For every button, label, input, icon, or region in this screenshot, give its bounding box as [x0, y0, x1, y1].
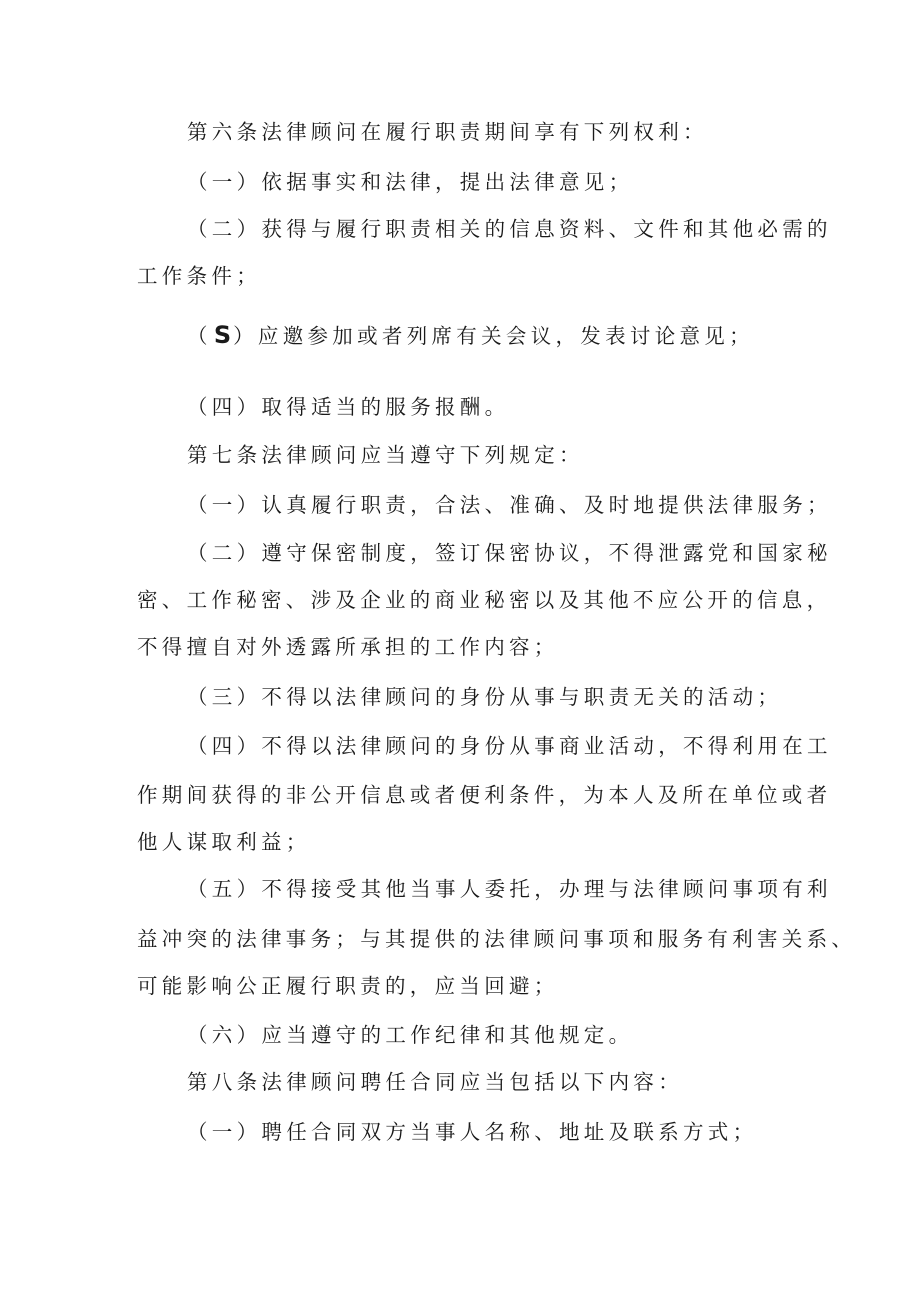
article-6-item-2-line-1: （二）获得与履行职责相关的信息资料、文件和其他必需的 [187, 217, 832, 241]
item-3-open-paren: （ [187, 324, 212, 348]
article-7-item-2-line-2: 密、工作秘密、涉及企业的商业秘密以及其他不应公开的信息， [137, 588, 832, 612]
article-7-item-4-line-2: 作期间获得的非公开信息或者便利条件，为本人及所在单位或者 [137, 783, 832, 807]
article-7-item-6: （六）应当遵守的工作纪律和其他规定。 [187, 1023, 634, 1047]
article-6-item-4: （四）取得适当的服务报酬。 [187, 395, 510, 419]
article-7-item-1: （一）认真履行职责，合法、准确、及时地提供法律服务； [187, 493, 832, 517]
article-6-item-1: （一）依据事实和法律，提出法律意见； [187, 170, 634, 194]
article-6-item-2-line-2: 工作条件； [137, 264, 261, 288]
article-7-item-3: （三）不得以法律顾问的身份从事与职责无关的活动； [187, 685, 783, 709]
article-7-item-2-line-1: （二）遵守保密制度，签订保密协议，不得泄露党和国家秘 [187, 541, 832, 565]
article-7-heading: 第七条法律顾问应当遵守下列规定： [187, 443, 584, 467]
article-7-item-5-line-1: （五）不得接受其他当事人委托，办理与法律顾问事项有利 [187, 877, 832, 901]
article-6-heading: 第六条法律顾问在履行职责期间享有下列权利： [187, 120, 708, 144]
article-7-item-5-line-2: 益冲突的法律事务；与其提供的法律顾问事项和服务有利害关系、 [137, 927, 857, 951]
article-7-item-4-line-1: （四）不得以法律顾问的身份从事商业活动，不得利用在工 [187, 734, 832, 758]
article-6-item-3 [187, 320, 754, 351]
item-3-text: ）应邀参加或者列席有关会议，发表讨论意见； [233, 324, 754, 348]
article-8-item-1: （一）聘任合同双方当事人名称、地址及联系方式； [187, 1120, 758, 1144]
item-3-number-glyph: S [213, 321, 232, 349]
article-7-item-4-line-3: 他人谋取利益； [137, 830, 311, 854]
article-7-item-2-line-3: 不得擅自对外透露所承担的工作内容； [137, 635, 559, 659]
article-8-heading: 第八条法律顾问聘任合同应当包括以下内容： [187, 1070, 683, 1094]
article-7-item-5-line-3: 可能影响公正履行职责的，应当回避； [137, 974, 559, 998]
